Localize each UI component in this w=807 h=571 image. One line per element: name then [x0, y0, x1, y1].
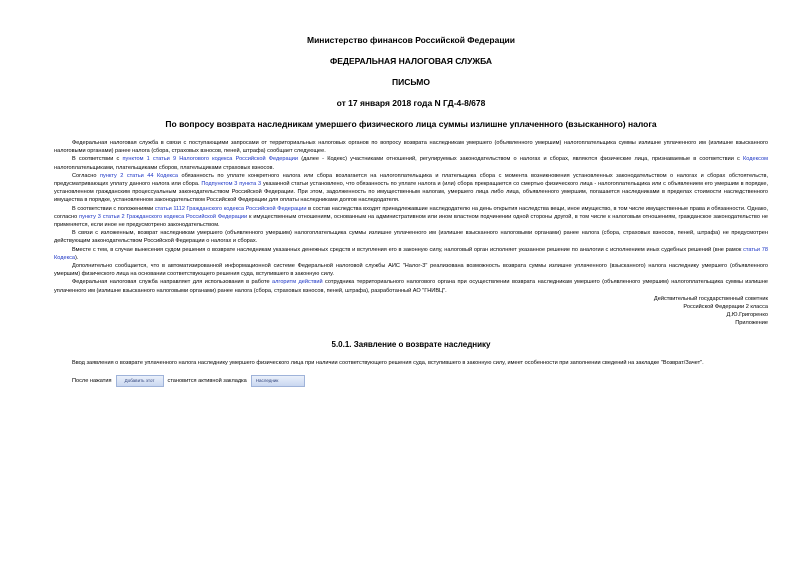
signature-title: Действительный государственный советник	[653, 295, 768, 302]
text-span: Федеральная налоговая служба направляет для использования в работе	[72, 279, 273, 286]
text-span: Вместе с тем, в случае вынесения судом решения о возврате наследникам указанных денежных средств и вступления его в законную силу, налоговый орган исполняет указанное решение по аналогии с исполнением иных судебных решений (вне рамок	[72, 246, 744, 253]
becomes-active-text: становится активной закладка	[167, 377, 247, 384]
link-subparagraph-3[interactable]: Подпунктом 3 пункта 3	[201, 181, 262, 188]
text-span: указанной статьи установлено, что обязанность по уплате налога и (или) сбора прекращается со смертью физического лица - налогоплательщика или с объявлением его умершим в порядке, установленном гражданским процессуальным законодательством Российской Федерации. При этом, задолженность по имущественным налогам, умершего лица либо лица, объявленного умершим, погашается наследниками в пределах стоимости наследственного имущества в порядке, установленном законодательством Российской Федерации для оплаты наследниками долгов наследодателя.	[54, 181, 768, 204]
link-code[interactable]: Кодексом	[743, 156, 768, 163]
add-button-image: Добавить этот	[116, 375, 164, 387]
document-page	[54, 32, 768, 387]
button-instruction-row	[54, 375, 768, 387]
link-article-2[interactable]: пункту 3 статьи 2 Гражданского кодекса Российской Федерации	[79, 213, 248, 220]
text-span: налогоплательщиками, плательщиками сборов, плательщиками страховых взносов.	[54, 164, 275, 171]
paragraph-1: Федеральная налоговая служба в связи с поступающими запросами от территориальных налоговых органов по вопросу возврата наследникам умершего (объявленного умершим) налогоплательщика суммы излишне уплаченного им (излишне взысканного налоговыми органами) ранее налога (сбора, страховых взносов, пеней, штрафа) сообщает следующее.	[54, 140, 768, 155]
link-algorithm[interactable]: алгоритм действий	[272, 279, 323, 286]
paragraph-8	[54, 278, 768, 294]
paragraph-3	[54, 172, 768, 205]
letter-body	[54, 139, 768, 295]
attachment-label: Приложение	[735, 320, 768, 327]
text-span: обязанность по уплате конкретного налога или сбора возлагается на налогоплательщика и плательщика сбора с момента возникновения установленных законодательством о налогах и сборах обстоятельств, предусматривающих уплату данного налога или сбора.	[54, 172, 768, 188]
signature-rank: Российской Федерации 2 класса	[683, 304, 768, 311]
text-span: к имущественным отношениям, основанным на административном или ином властном подчинении одной стороны другой, в том числе к налоговым отношениям, гражданское законодательство не применяется, если иное не предусмотрено законодательством.	[54, 213, 768, 229]
text-span: В соответствии с положениями	[72, 205, 155, 212]
text-span: сотрудника территориального налогового органа при осуществлении возврата наследникам умершего (объявленного умершим) налогоплательщика суммы излишне уплаченного им (излишне взысканного налоговыми органами) ранее налога (сбора, страховых взносов, пеней, штрафа), разработанный АО "ГНИВЦ".	[54, 279, 768, 294]
section-body	[54, 359, 768, 367]
section-paragraph: Ввод заявления о возврате уплаченного налога наследнику умершего физического лица при наличии соответствующего решения суда, вступившего в законную силу, имеет особенности при заполнении сведений на закладке "Возврат/Зачет".	[72, 359, 704, 366]
paragraph-5: В связи с изложенным, возврат наследникам умершего (объявленного умершим) налогоплательщика суммы излишне уплаченного им (излишне взысканного налоговыми органами) ранее налога (сбора, страховых взносов, пеней, штрафа) не предусмотрен действующим законодательством Российской Федерации о налогах и сборах.	[54, 230, 768, 245]
text-span: ).	[75, 254, 79, 261]
link-article-9[interactable]: пунктом 1 статьи 9 Налогового кодекса Российской Федерации	[122, 156, 299, 163]
text-span: В соответствии с	[72, 156, 123, 163]
text-span: (далее - Кодекс) участниками отношений, регулируемых законодательством о налогах и сборах, являются физические лица, признаваемые в соответствии с	[298, 156, 744, 163]
after-click-text: После нажатия	[72, 377, 112, 384]
subject-heading: По вопросу возврата наследникам умершего физического лица суммы излишне уплаченного (взысканного) налога	[165, 119, 657, 129]
text-span: Согласно	[72, 172, 100, 179]
signature-block	[54, 295, 768, 328]
date-number-heading: от 17 января 2018 года N ГД-4-8/678	[336, 98, 486, 108]
ministry-heading: Министерство финансов Российской Федерации	[307, 35, 515, 45]
text-span: в состав наследства входят принадлежавшие наследодателю на день открытия наследства вещи, иное имущество, в том числе имущественные права и обязанности. Однако, согласно	[54, 205, 768, 220]
paragraph-6	[54, 246, 768, 262]
service-heading: ФЕДЕРАЛЬНАЯ НАЛОГОВАЯ СЛУЖБА	[329, 56, 493, 66]
paragraph-7: Дополнительно сообщается, что в автоматизированной информационной системе Федеральной налоговой службы АИС "Налог-3" реализована возможность возврата суммы излишне уплаченного (взысканного) налога наследнику умершего (объявленного умершим) физического лица на основании соответствующего решения суда, вступившего в законную силу.	[54, 263, 768, 278]
signature-name: Д.Ю.Григоренко	[726, 312, 768, 319]
section-title: 5.0.1. Заявление о возврате наследнику	[331, 339, 491, 349]
heir-tab-image: Наследник	[251, 375, 305, 387]
link-article-78[interactable]: статьи 78 Кодекса	[54, 246, 768, 261]
link-article-44[interactable]: пункту 2 статьи 44 Кодекса	[99, 172, 178, 179]
link-article-1112[interactable]: статьи 1112 Гражданского кодекса Российской Федерации	[154, 205, 307, 212]
paragraph-2	[54, 155, 768, 171]
doc-type-heading: ПИСЬМО	[392, 77, 430, 87]
paragraph-4	[54, 205, 768, 230]
